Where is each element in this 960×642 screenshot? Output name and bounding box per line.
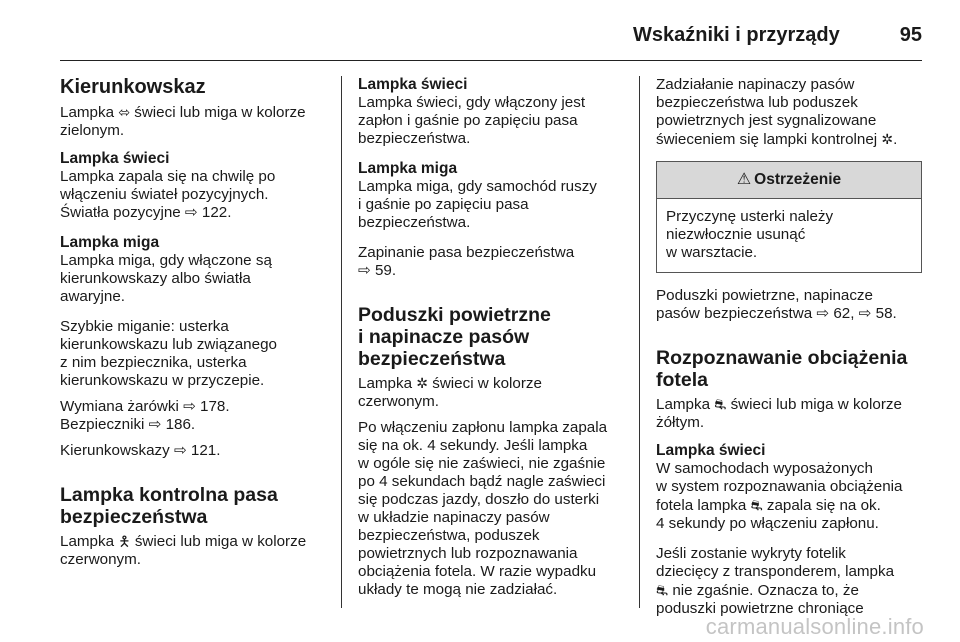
page-header	[60, 18, 922, 52]
warning-body: Przyczynę usterki należy niezwłocznie usunąć w warsztacie.	[666, 208, 834, 261]
airbag-icon: ✲	[881, 131, 894, 147]
column-1	[60, 76, 326, 577]
subsection-lampka-swieci: Lampka świeci Lampka zapala się na chwilę po włączeniu świateł pozycyjnych. Światła pozycyjne ⇨ 122.	[60, 150, 326, 222]
turn-signal-icon: ⬄	[118, 104, 130, 120]
paragraph-rozpoznawanie: Lampka ⛐ świeci lub miga w kolorze żółtym.	[656, 396, 902, 431]
subsection-lampka-miga-2: Lampka miga Lampka miga, gdy samochód ruszy i gaśnie po zapięciu pasa bezpieczeństwa.	[358, 160, 624, 232]
seat-occupancy-icon: ⛐	[750, 497, 763, 513]
header-divider	[60, 60, 922, 61]
warning-header	[657, 162, 921, 199]
airbag-icon: ✲	[416, 375, 428, 391]
page-number: 95	[899, 23, 922, 46]
paragraph-kierunkowskaz: Lampka ⬄ świeci lub miga w kolorze zielonym.	[60, 104, 306, 139]
page-title: Wskaźniki i przyrządy	[633, 23, 840, 46]
paragraph-kontrolna: Lampka 🯅 świeci lub miga w kolorze czerwonym.	[60, 533, 307, 568]
column-3	[656, 76, 922, 626]
column-2	[358, 76, 624, 607]
paragraph-refs: Wymiana żarówki ⇨ 178. Bezpieczniki ⇨ 186.	[60, 398, 230, 433]
column-divider-1	[341, 76, 342, 608]
seat-occupancy-icon: ⛐	[656, 582, 669, 598]
subheading: Lampka świeci	[656, 442, 766, 459]
subsection-lampka-swieci-3: Lampka świeci W samochodach wyposażonych w system rozpoznawania obciążenia fotela lampka ⛐ zapala się na ok. 4 sekundy po włączeniu zapłonu.	[656, 442, 922, 533]
seat-occupancy-icon: ⛐	[714, 396, 727, 412]
paragraph-ref-kierunkowskazy: Kierunkowskazy ⇨ 121.	[60, 442, 221, 459]
subheading: Lampka świeci	[358, 76, 468, 93]
subsection-lampka-swieci-2: Lampka świeci Lampka świeci, gdy włączony jest zapłon i gaśnie po zapięciu pasa bezpieczeństwa.	[358, 76, 624, 148]
watermark: carmanualsonline.info	[705, 614, 924, 639]
subheading: Lampka miga	[358, 160, 458, 177]
section-heading-kontrolna: Lampka kontrolna pasa bezpieczeństwa	[60, 484, 278, 528]
paragraph-szybkie: Szybkie miganie: usterka kierunkowskazu lub związanego z nim bezpiecznika, usterka kierunkowskazu w przyczepie.	[60, 318, 277, 389]
paragraph-poduszki: Lampka ✲ świeci w kolorze czerwonym.	[358, 375, 542, 410]
subheading: Lampka miga	[60, 234, 160, 251]
section-heading-poduszki: Poduszki powietrzne i napinacze pasów bezpieczeństwa	[358, 304, 551, 370]
paragraph-zadzialanie: Zadziałanie napinaczy pasów bezpieczeństwa lub poduszek powietrznych jest sygnalizowane świeceniem się lampki kontrolnej ✲.	[656, 76, 898, 148]
seatbelt-icon: 🯅	[118, 533, 131, 549]
warning-title: Ostrzeżenie	[754, 171, 842, 188]
subsection-lampka-miga: Lampka miga Lampka miga, gdy włączone są kierunkowskazy albo światła awaryjne.	[60, 234, 326, 306]
paragraph-po-wlaczeniu: Po włączeniu zapłonu lampka zapala się na ok. 4 sekundy. Jeśli lampka w ogóle się nie zaświeci, nie zgaśnie po 4 sekundach bądź nagle zaświeci się podczas jazdy, doszło do usterki w układzie napinaczy pasów bezpieczeństwa, poduszek powietrznych lub rozpoznawania obciążenia fotela. W razie wypadku układy te mogą nie zadziałać.	[358, 419, 608, 598]
subheading: Lampka świeci	[60, 150, 170, 167]
paragraph-zapinanie: Zapinanie pasa bezpieczeństwa ⇨ 59.	[358, 244, 575, 279]
section-heading-kierunkowskaz: Kierunkowskaz	[60, 76, 206, 98]
section-heading-rozpoznawanie: Rozpoznawanie obciążenia fotela	[656, 347, 908, 391]
paragraph-jesli: Jeśli zostanie wykryty fotelik dziecięcy z transponderem, lampka ⛐ nie zgaśnie. Oznacza to, że poduszki powietrzne chroniące	[656, 545, 895, 617]
paragraph-poduszki-ref: Poduszki powietrzne, napinacze pasów bezpieczeństwa ⇨ 62, ⇨ 58.	[656, 287, 897, 322]
column-divider-2	[639, 76, 640, 608]
warning-box	[656, 161, 922, 273]
warning-triangle-icon: ⚠	[736, 171, 752, 188]
